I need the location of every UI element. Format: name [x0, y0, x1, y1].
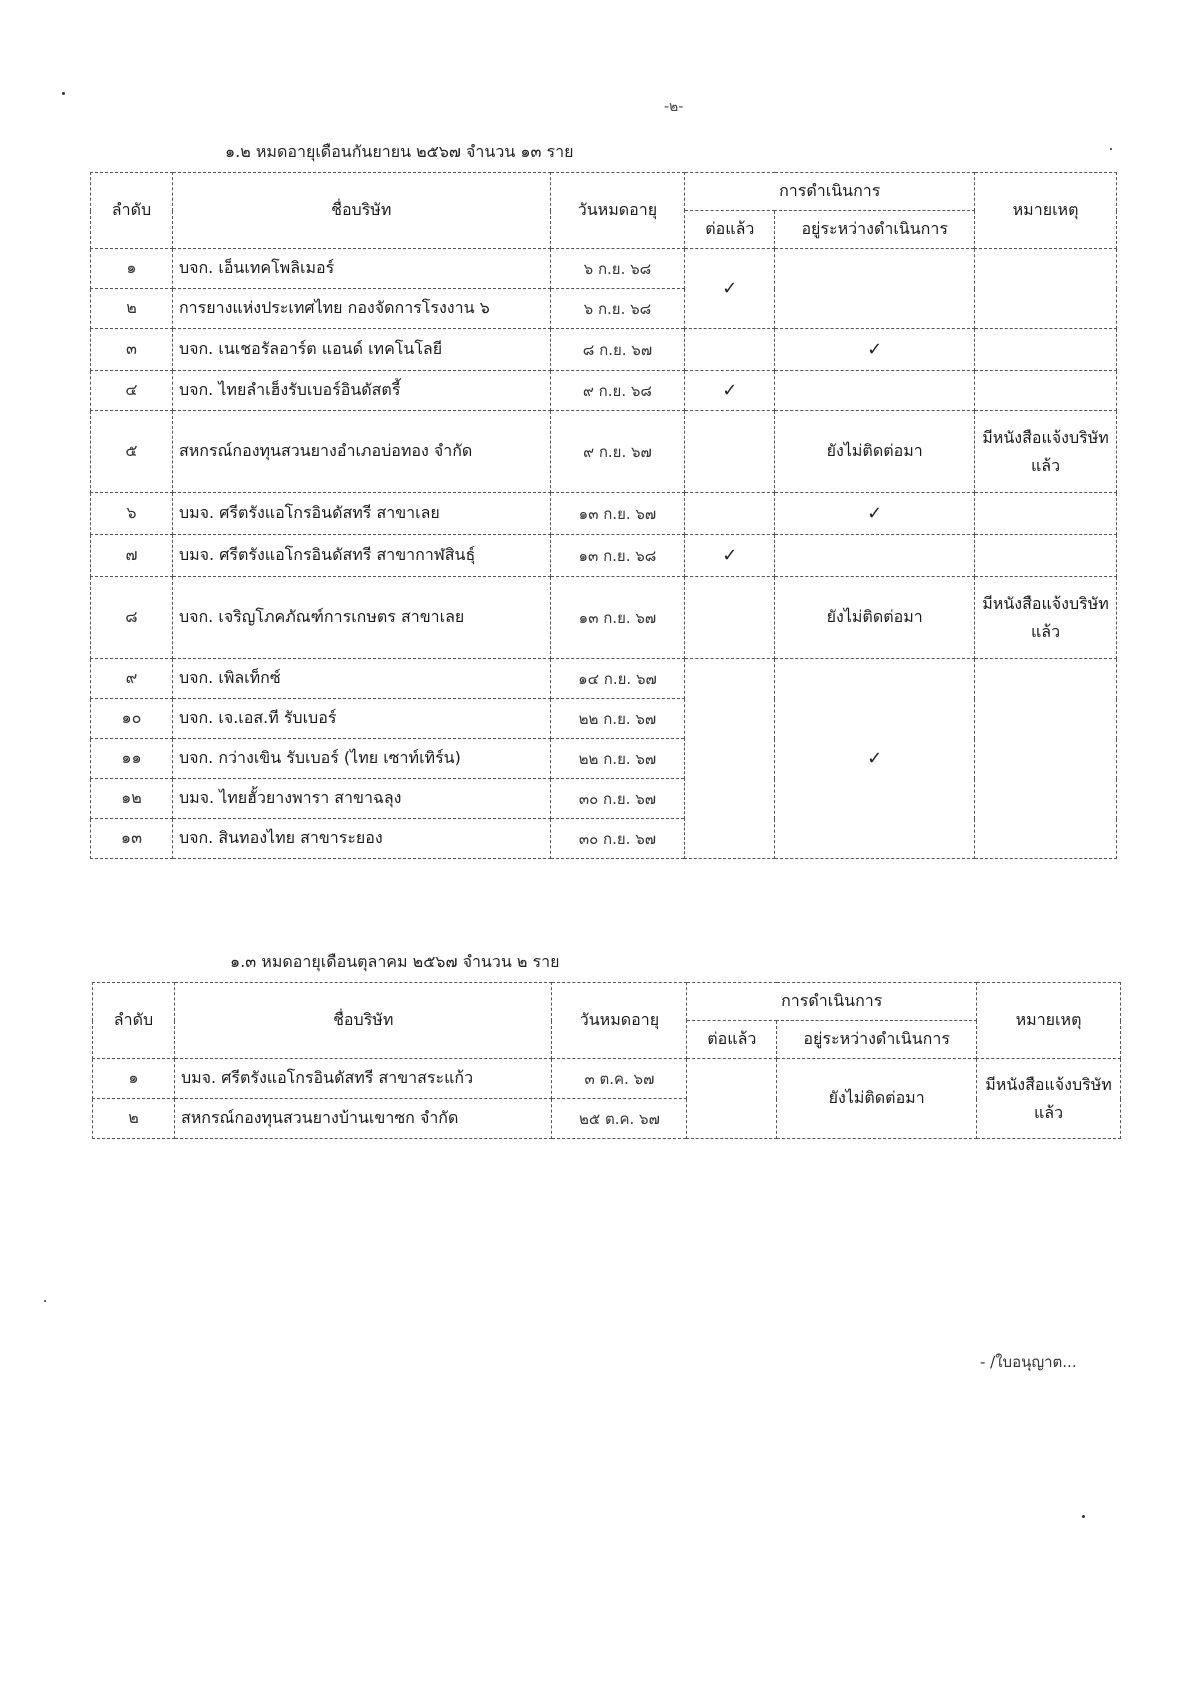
- expiry-date: ๒๒ ก.ย. ๖๗: [550, 739, 685, 779]
- table-row: [91, 659, 1117, 699]
- company-name: บจก. กว่างเขิน รับเบอร์ (ไทย เซาท์เทิร์น): [172, 739, 550, 779]
- row-no: ๑๓: [91, 819, 173, 859]
- remark-text: มีหนังสือแจ้งบริษัทแล้ว: [982, 428, 1109, 475]
- row-no: ๑: [93, 1059, 175, 1099]
- row-no: ๙: [91, 659, 173, 699]
- expiry-date: ๒๒ ก.ย. ๖๗: [550, 699, 685, 739]
- renewed-cell: [685, 411, 775, 493]
- scan-speck: [1110, 148, 1112, 150]
- in-progress-cell: [775, 329, 975, 371]
- remark-cell: [975, 329, 1117, 371]
- header-no: ลำดับ: [93, 983, 175, 1059]
- scan-speck: [44, 1300, 46, 1302]
- header-no: ลำดับ: [91, 173, 173, 249]
- scan-speck: [62, 92, 65, 95]
- continuation-note: - /ใบอนุญาต...: [980, 1353, 1077, 1371]
- row-no: ๘: [91, 577, 173, 659]
- company-name: บมจ. ศรีตรังแอโกรอินดัสทรี สาขาเลย: [172, 493, 550, 535]
- expiry-table-october: [92, 982, 1121, 1139]
- in-progress-cell: [775, 659, 975, 859]
- expiry-date: ๑๓ ก.ย. ๖๗: [550, 493, 685, 535]
- expiry-date: ๓๐ ก.ย. ๖๗: [550, 779, 685, 819]
- row-no: ๑๐: [91, 699, 173, 739]
- table-row: [91, 249, 1117, 289]
- expiry-date: ๙ ก.ย. ๖๘: [550, 371, 685, 411]
- header-expiry: วันหมดอายุ: [550, 173, 685, 249]
- check-icon: ✓: [867, 503, 883, 524]
- in-progress-cell: ยังไม่ติดต่อมา: [777, 1059, 977, 1139]
- expiry-date: ๓๐ ก.ย. ๖๗: [550, 819, 685, 859]
- header-company: ชื่อบริษัท: [172, 173, 550, 249]
- in-progress-cell: [775, 371, 975, 411]
- in-progress-cell: ยังไม่ติดต่อมา: [775, 411, 975, 493]
- in-progress-cell: [775, 493, 975, 535]
- company-name: บจก. เจ.เอส.ที รับเบอร์: [172, 699, 550, 739]
- header-renewed: ต่อแล้ว: [687, 1021, 777, 1059]
- company-name: บมจ. ไทยฮั้วยางพารา สาขาฉลุง: [172, 779, 550, 819]
- page-number: -๒-: [664, 99, 684, 115]
- expiry-date: ๑๓ ก.ย. ๖๘: [550, 535, 685, 577]
- row-no: ๒: [91, 289, 173, 329]
- in-progress-cell: [775, 249, 975, 329]
- renewed-cell: [685, 329, 775, 371]
- company-name: บจก. เพิลเท็กซ์: [172, 659, 550, 699]
- table-row: [91, 329, 1117, 371]
- company-name: บจก. เนเชอรัลอาร์ต แอนด์ เทคโนโลยี: [172, 329, 550, 371]
- table-row: [91, 371, 1117, 411]
- check-icon: ✓: [722, 380, 738, 401]
- remark-text: มีหนังสือแจ้งบริษัทแล้ว: [982, 594, 1109, 641]
- header-remark: หมายเหตุ: [975, 173, 1117, 249]
- company-name: บมจ. ศรีตรังแอโกรอินดัสทรี สาขาสระแก้ว: [174, 1059, 552, 1099]
- expiry-date: ๙ ก.ย. ๖๗: [550, 411, 685, 493]
- company-name: บจก. ไทยลำเฮ็งรับเบอร์อินดัสตรี้: [172, 371, 550, 411]
- row-no: ๕: [91, 411, 173, 493]
- remark-cell: [975, 493, 1117, 535]
- row-no: ๗: [91, 535, 173, 577]
- header-action: การดำเนินการ: [687, 983, 977, 1021]
- table-row: [91, 411, 1117, 493]
- remark-cell: [975, 535, 1117, 577]
- row-no: ๑๒: [91, 779, 173, 819]
- table-row: [91, 577, 1117, 659]
- header-company: ชื่อบริษัท: [174, 983, 552, 1059]
- expiry-date: ๖ ก.ย. ๖๘: [550, 289, 685, 329]
- company-name: บจก. เอ็นเทคโพลิเมอร์: [172, 249, 550, 289]
- row-no: ๑๑: [91, 739, 173, 779]
- expiry-date: ๒๕ ต.ค. ๖๗: [552, 1099, 687, 1139]
- header-in-progress: อยู่ระหว่างดำเนินการ: [775, 211, 975, 249]
- renewed-cell: [687, 1059, 777, 1139]
- remark-cell: [975, 249, 1117, 329]
- table-row: [91, 493, 1117, 535]
- row-no: ๔: [91, 371, 173, 411]
- renewed-cell: [685, 659, 775, 859]
- renewed-cell: [685, 493, 775, 535]
- company-name: สหกรณ์กองทุนสวนยางอำเภอบ่อทอง จำกัด: [172, 411, 550, 493]
- company-name: บจก. สินทองไทย สาขาระยอง: [172, 819, 550, 859]
- renewed-cell: [685, 371, 775, 411]
- check-icon: ✓: [722, 278, 738, 299]
- row-no: ๒: [93, 1099, 175, 1139]
- check-icon: ✓: [722, 545, 738, 566]
- remark-cell: [975, 659, 1117, 859]
- header-remark: หมายเหตุ: [977, 983, 1121, 1059]
- scan-speck: [1082, 1515, 1085, 1518]
- in-progress-cell: [775, 535, 975, 577]
- company-name: สหกรณ์กองทุนสวนยางบ้านเขาซก จำกัด: [174, 1099, 552, 1139]
- check-icon: ✓: [867, 748, 883, 769]
- expiry-date: ๖ ก.ย. ๖๘: [550, 249, 685, 289]
- company-name: การยางแห่งประเทศไทย กองจัดการโรงงาน ๖: [172, 289, 550, 329]
- renewed-cell: [685, 577, 775, 659]
- expiry-date: ๘ ก.ย. ๖๗: [550, 329, 685, 371]
- expiry-table-september: [90, 172, 1117, 859]
- check-icon: ✓: [867, 339, 883, 360]
- row-no: ๓: [91, 329, 173, 371]
- renewed-cell: [685, 249, 775, 329]
- remark-cell: [975, 411, 1117, 493]
- renewed-cell: [685, 535, 775, 577]
- remark-cell: [975, 577, 1117, 659]
- table-row: [91, 535, 1117, 577]
- in-progress-cell: ยังไม่ติดต่อมา: [775, 577, 975, 659]
- header-renewed: ต่อแล้ว: [685, 211, 775, 249]
- section-title-september: ๑.๒ หมดอายุเดือนกันยายน ๒๕๖๗ จำนวน ๑๓ ราย: [225, 142, 574, 161]
- remark-cell: [975, 371, 1117, 411]
- header-action: การดำเนินการ: [685, 173, 975, 211]
- section-title-october: ๑.๓ หมดอายุเดือนตุลาคม ๒๕๖๗ จำนวน ๒ ราย: [230, 952, 560, 971]
- remark-cell: [977, 1059, 1121, 1139]
- row-no: ๑: [91, 249, 173, 289]
- expiry-date: ๑๓ ก.ย. ๖๗: [550, 577, 685, 659]
- company-name: บจก. เจริญโภคภัณฑ์การเกษตร สาขาเลย: [172, 577, 550, 659]
- table-row: [93, 1059, 1121, 1099]
- header-in-progress: อยู่ระหว่างดำเนินการ: [777, 1021, 977, 1059]
- row-no: ๖: [91, 493, 173, 535]
- remark-text: มีหนังสือแจ้งบริษัทแล้ว: [985, 1075, 1112, 1122]
- company-name: บมจ. ศรีตรังแอโกรอินดัสทรี สาขากาฬสินธุ์: [172, 535, 550, 577]
- header-expiry: วันหมดอายุ: [552, 983, 687, 1059]
- expiry-date: ๓ ต.ค. ๖๗: [552, 1059, 687, 1099]
- expiry-date: ๑๔ ก.ย. ๖๗: [550, 659, 685, 699]
